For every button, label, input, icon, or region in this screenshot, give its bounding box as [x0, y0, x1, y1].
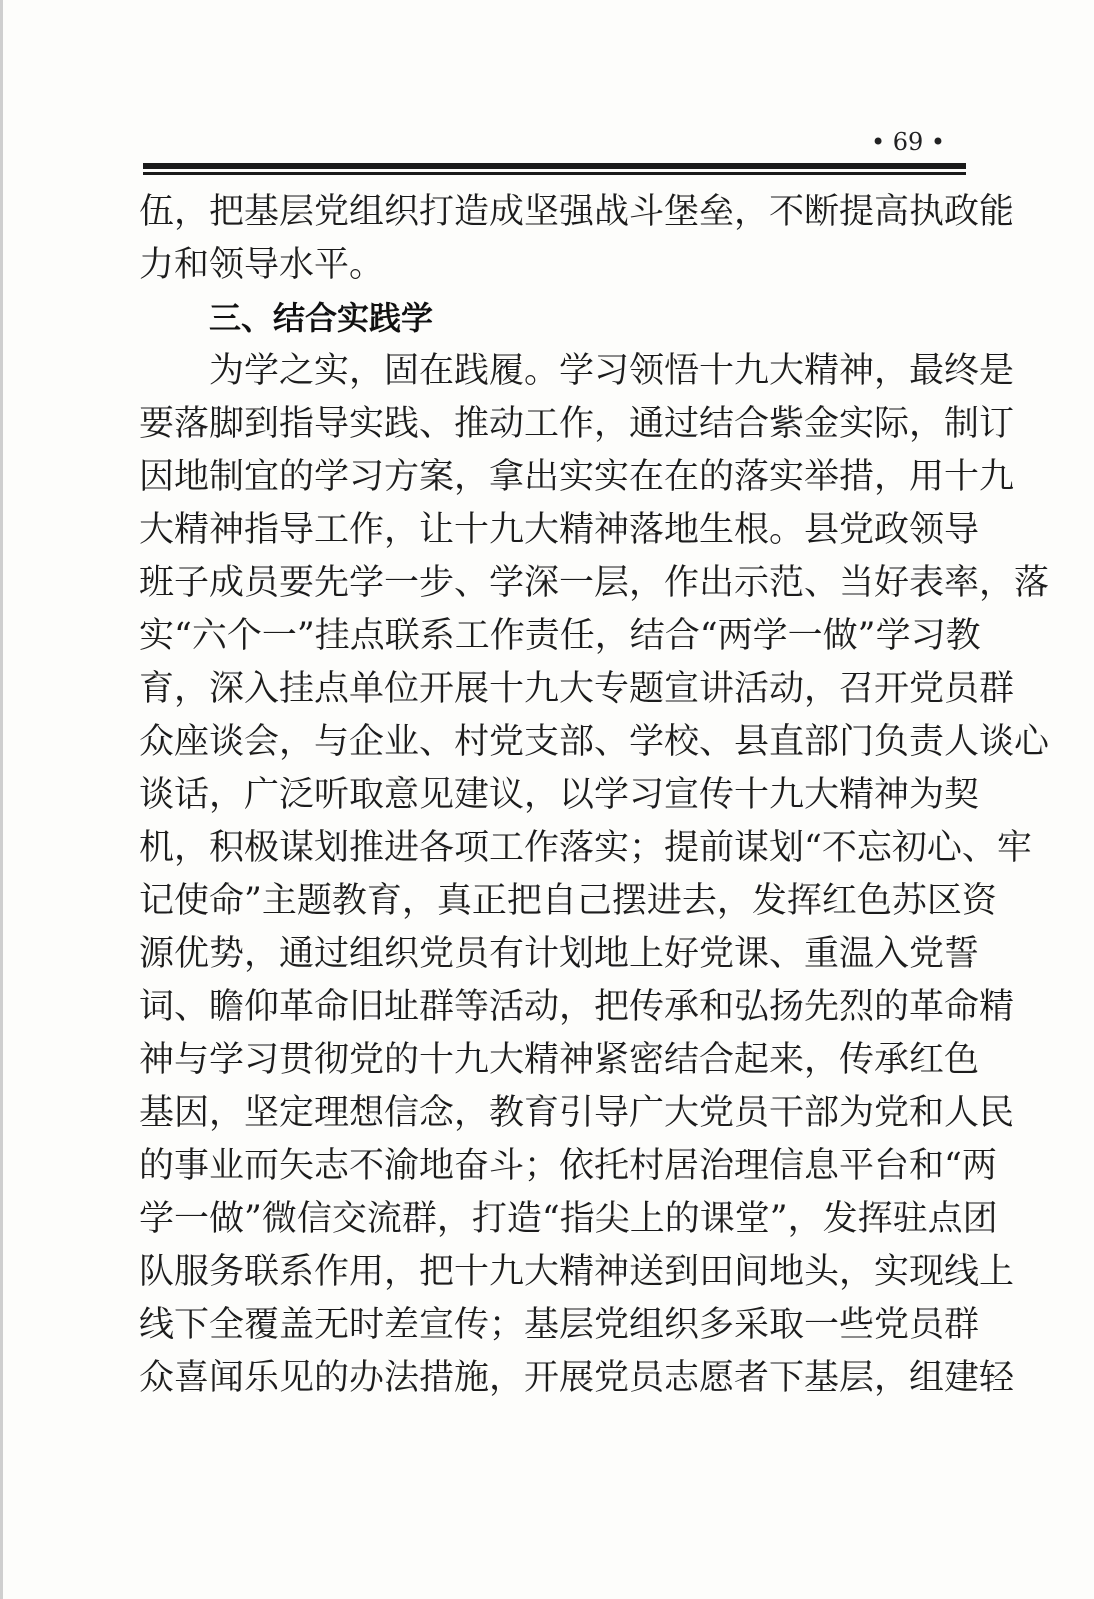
- text-line: 记使命”主题教育，真正把自己摆进去，发挥红色苏区资: [139, 881, 997, 921]
- text-line: 因地制宜的学习方案，拿出实实在在的落实举措，用十九: [139, 457, 1015, 497]
- text-line: 要落脚到指导实践、推动工作，通过结合紫金实际，制订: [139, 404, 1015, 444]
- header-rule-thin: [143, 172, 966, 175]
- text-line: 大精神指导工作，让十九大精神落地生根。县党政领导: [139, 510, 980, 550]
- text-line: 源优势，通过组织党员有计划地上好党课、重温入党誓: [139, 934, 980, 974]
- text-line: 实“六个一”挂点联系工作责任，结合“两学一做”学习教: [139, 616, 981, 656]
- text-line: 谈话，广泛听取意见建议，以学习宣传十九大精神为契: [139, 775, 980, 815]
- text-line: 力和领导水平。: [139, 245, 385, 285]
- text-line: 队服务联系作用，把十九大精神送到田间地头，实现线上: [139, 1252, 1015, 1292]
- section-heading: 三、结合实践学: [209, 299, 434, 337]
- text-line: 词、瞻仰革命旧址群等活动，把传承和弘扬先烈的革命精: [139, 987, 1015, 1027]
- text-line: 班子成员要先学一步、学深一层，作出示范、当好表率，落: [139, 563, 1050, 603]
- text-line: 基因，坚定理想信念，教育引导广大党员干部为党和人民: [139, 1093, 1015, 1133]
- text-line: 众座谈会，与企业、村党支部、学校、县直部门负责人谈心: [139, 722, 1050, 762]
- body-text: [139, 186, 1050, 1405]
- text-line: 的事业而矢志不渝地奋斗；依托村居治理信息平台和“两: [139, 1146, 997, 1186]
- header-rule-thick: [143, 163, 966, 169]
- text-line: 学一做”微信交流群，打造“指尖上的课堂”，发挥驻点团: [139, 1199, 998, 1239]
- page-number: • 69 •: [870, 128, 946, 156]
- text-line: 为学之实，固在践履。学习领悟十九大精神，最终是: [139, 351, 1015, 391]
- text-line: 机，积极谋划推进各项工作落实；提前谋划“不忘初心、牢: [139, 828, 1032, 868]
- text-line: 众喜闻乐见的办法措施，开展党员志愿者下基层，组建轻: [139, 1358, 1015, 1398]
- text-line: 伍，把基层党组织打造成坚强战斗堡垒，不断提高执政能: [139, 192, 1015, 232]
- text-line: 线下全覆盖无时差宣传；基层党组织多采取一些党员群: [139, 1305, 980, 1345]
- text-line: 神与学习贯彻党的十九大精神紧密结合起来，传承红色: [139, 1040, 980, 1080]
- text-line: 育，深入挂点单位开展十九大专题宣讲活动，召开党员群: [139, 669, 1015, 709]
